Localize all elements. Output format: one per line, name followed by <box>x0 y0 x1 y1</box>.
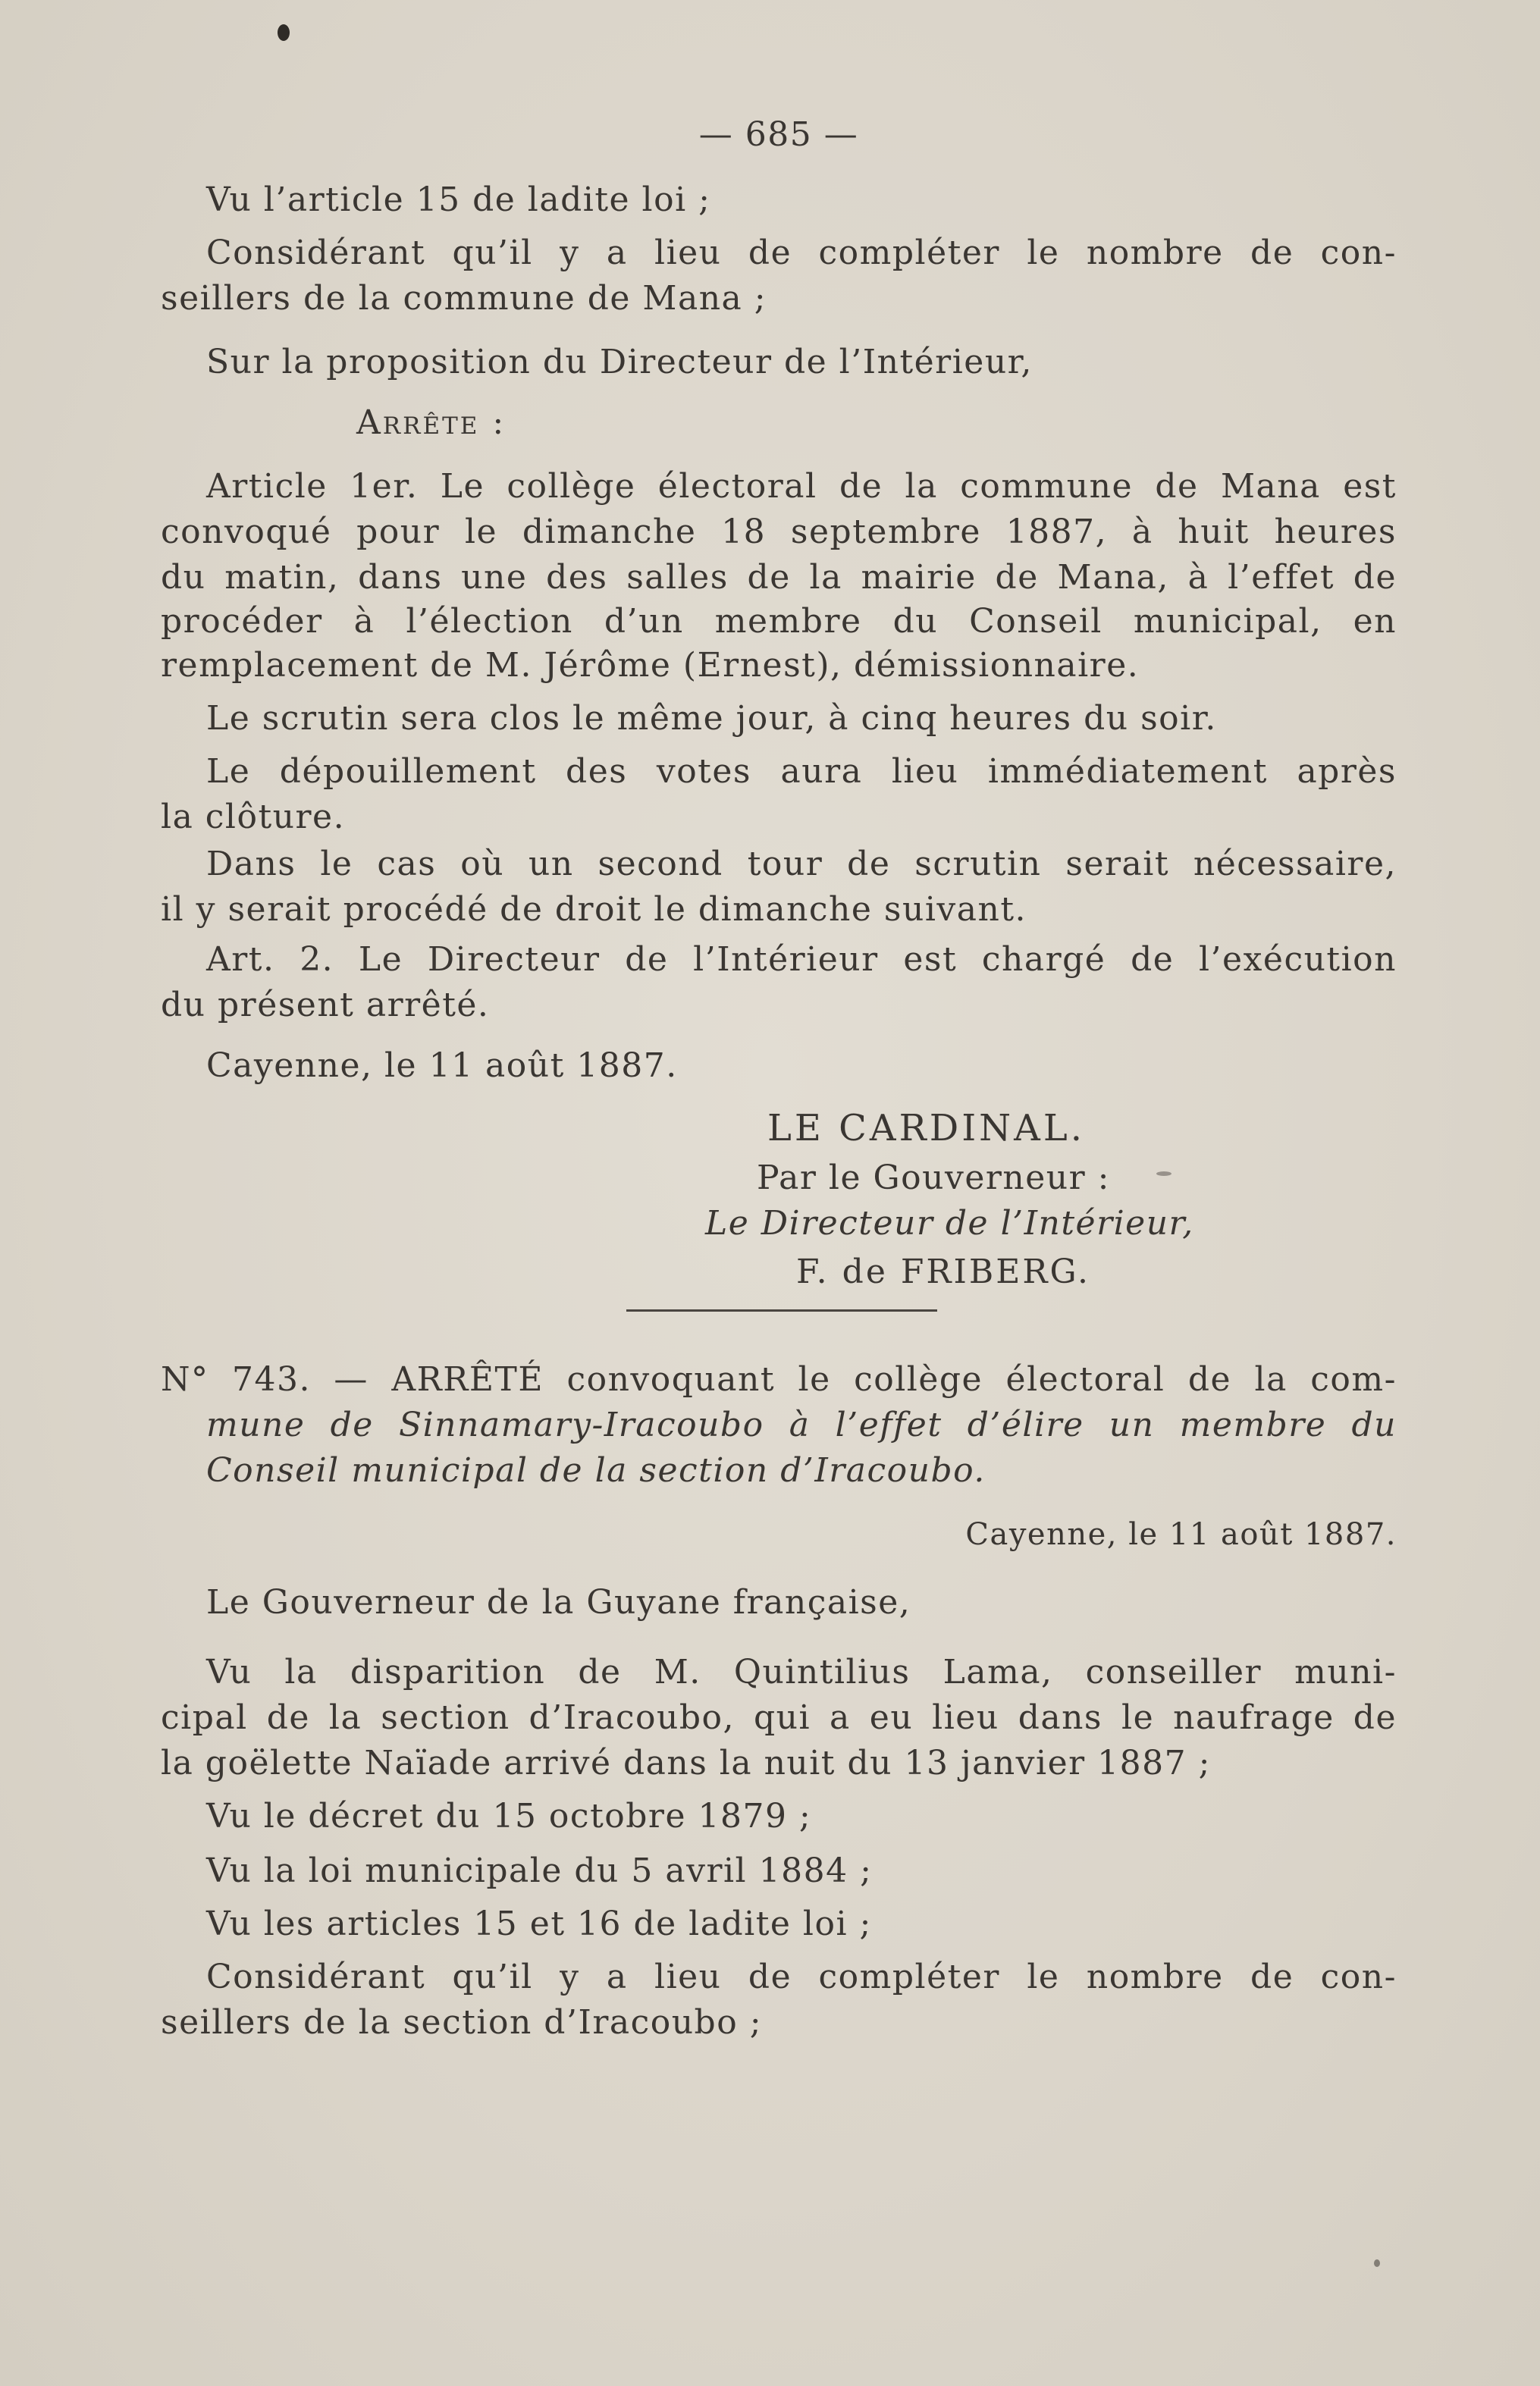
gouverneur-line: Le Gouverneur de la Guyane française, <box>206 1583 911 1622</box>
page-number: — 685 — <box>698 115 859 154</box>
vu-articles-line: Vu les articles 15 et 16 de ladite loi ; <box>206 1905 872 1943</box>
disparition-line-3: la goëlette Naïade arrivé dans la nuit du 13 janvier 1887 ; <box>161 1744 1211 1782</box>
disparition-line-2: cipal de la section d’Iracoubo, qui a eu lieu dans le naufrage de <box>161 1698 1397 1737</box>
signature-cardinal: LE CARDINAL. <box>767 1107 1085 1149</box>
ink-speck <box>278 24 290 41</box>
article1-line-5: remplacement de M. Jérôme (Ernest), démissionnaire. <box>161 646 1140 685</box>
proposition-line: Sur la proposition du Directeur de l’Intérieur, <box>206 343 1033 381</box>
scrutin-line: Le scrutin sera clos le même jour, à cinq heures du soir. <box>206 699 1217 738</box>
depouillement-line-2: la clôture. <box>161 798 346 836</box>
art2-line-1: Art. 2. Le Directeur de l’Intérieur est chargé de l’exécution <box>206 940 1397 979</box>
considerant-line-1: Considérant qu’il y a lieu de compléter le nombre de con- <box>206 234 1397 272</box>
article1-line-2: convoqué pour le dimanche 18 septembre 1887, à huit heures <box>161 513 1397 551</box>
considerant2-line-2: seillers de la section d’Iracoubo ; <box>161 2003 763 2042</box>
article1-line-4: procéder à l’élection d’un membre du Conseil municipal, en <box>161 602 1397 641</box>
vu-decret-line: Vu le décret du 15 octobre 1879 ; <box>206 1797 812 1836</box>
second-tour-line-1: Dans le cas où un second tour de scrutin serait nécessaire, <box>206 845 1397 883</box>
vu-article-line: Vu l’article 15 de ladite loi ; <box>206 180 711 219</box>
arrete-title-line-1: N° 743. — ARRÊTÉ convoquant le collège électoral de la com- <box>161 1360 1397 1399</box>
section-divider <box>626 1309 937 1312</box>
art2-line-2: du présent arrêté. <box>161 986 490 1024</box>
article1-line-1: Article 1er. Le collège électoral de la commune de Mana est <box>206 467 1397 506</box>
depouillement-line-1: Le dépouillement des votes aura lieu immédiatement après <box>206 752 1397 791</box>
signature-friberg: F. de FRIBERG. <box>796 1253 1091 1291</box>
considerant2-line-1: Considérant qu’il y a lieu de compléter le nombre de con- <box>206 1958 1397 1996</box>
ink-speck <box>1374 2259 1380 2267</box>
article1-line-3: du matin, dans une des salles de la mairie de Mana, à l’effet de <box>161 558 1397 597</box>
date-line: Cayenne, le 11 août 1887. <box>206 1046 678 1085</box>
section2-date: Cayenne, le 11 août 1887. <box>965 1517 1397 1552</box>
directeur-interieur: Le Directeur de l’Intérieur, <box>705 1204 1194 1243</box>
considerant-line-2: seillers de la commune de Mana ; <box>161 279 767 318</box>
par-le-gouverneur: Par le Gouverneur : <box>757 1159 1110 1197</box>
vu-loi-line: Vu la loi municipale du 5 avril 1884 ; <box>206 1851 873 1890</box>
second-tour-line-2: il y serait procédé de droit le dimanche suivant. <box>161 890 1027 929</box>
disparition-line-1: Vu la disparition de M. Quintilius Lama, conseiller muni- <box>206 1653 1397 1692</box>
arrete-title-line-2: mune de Sinnamary-Iracoubo à l’effet d’élire un membre du <box>206 1406 1397 1444</box>
arrete-title-line-3: Conseil municipal de la section d’Iracoubo. <box>206 1451 986 1490</box>
arrete-heading: Arrête : <box>356 403 507 442</box>
